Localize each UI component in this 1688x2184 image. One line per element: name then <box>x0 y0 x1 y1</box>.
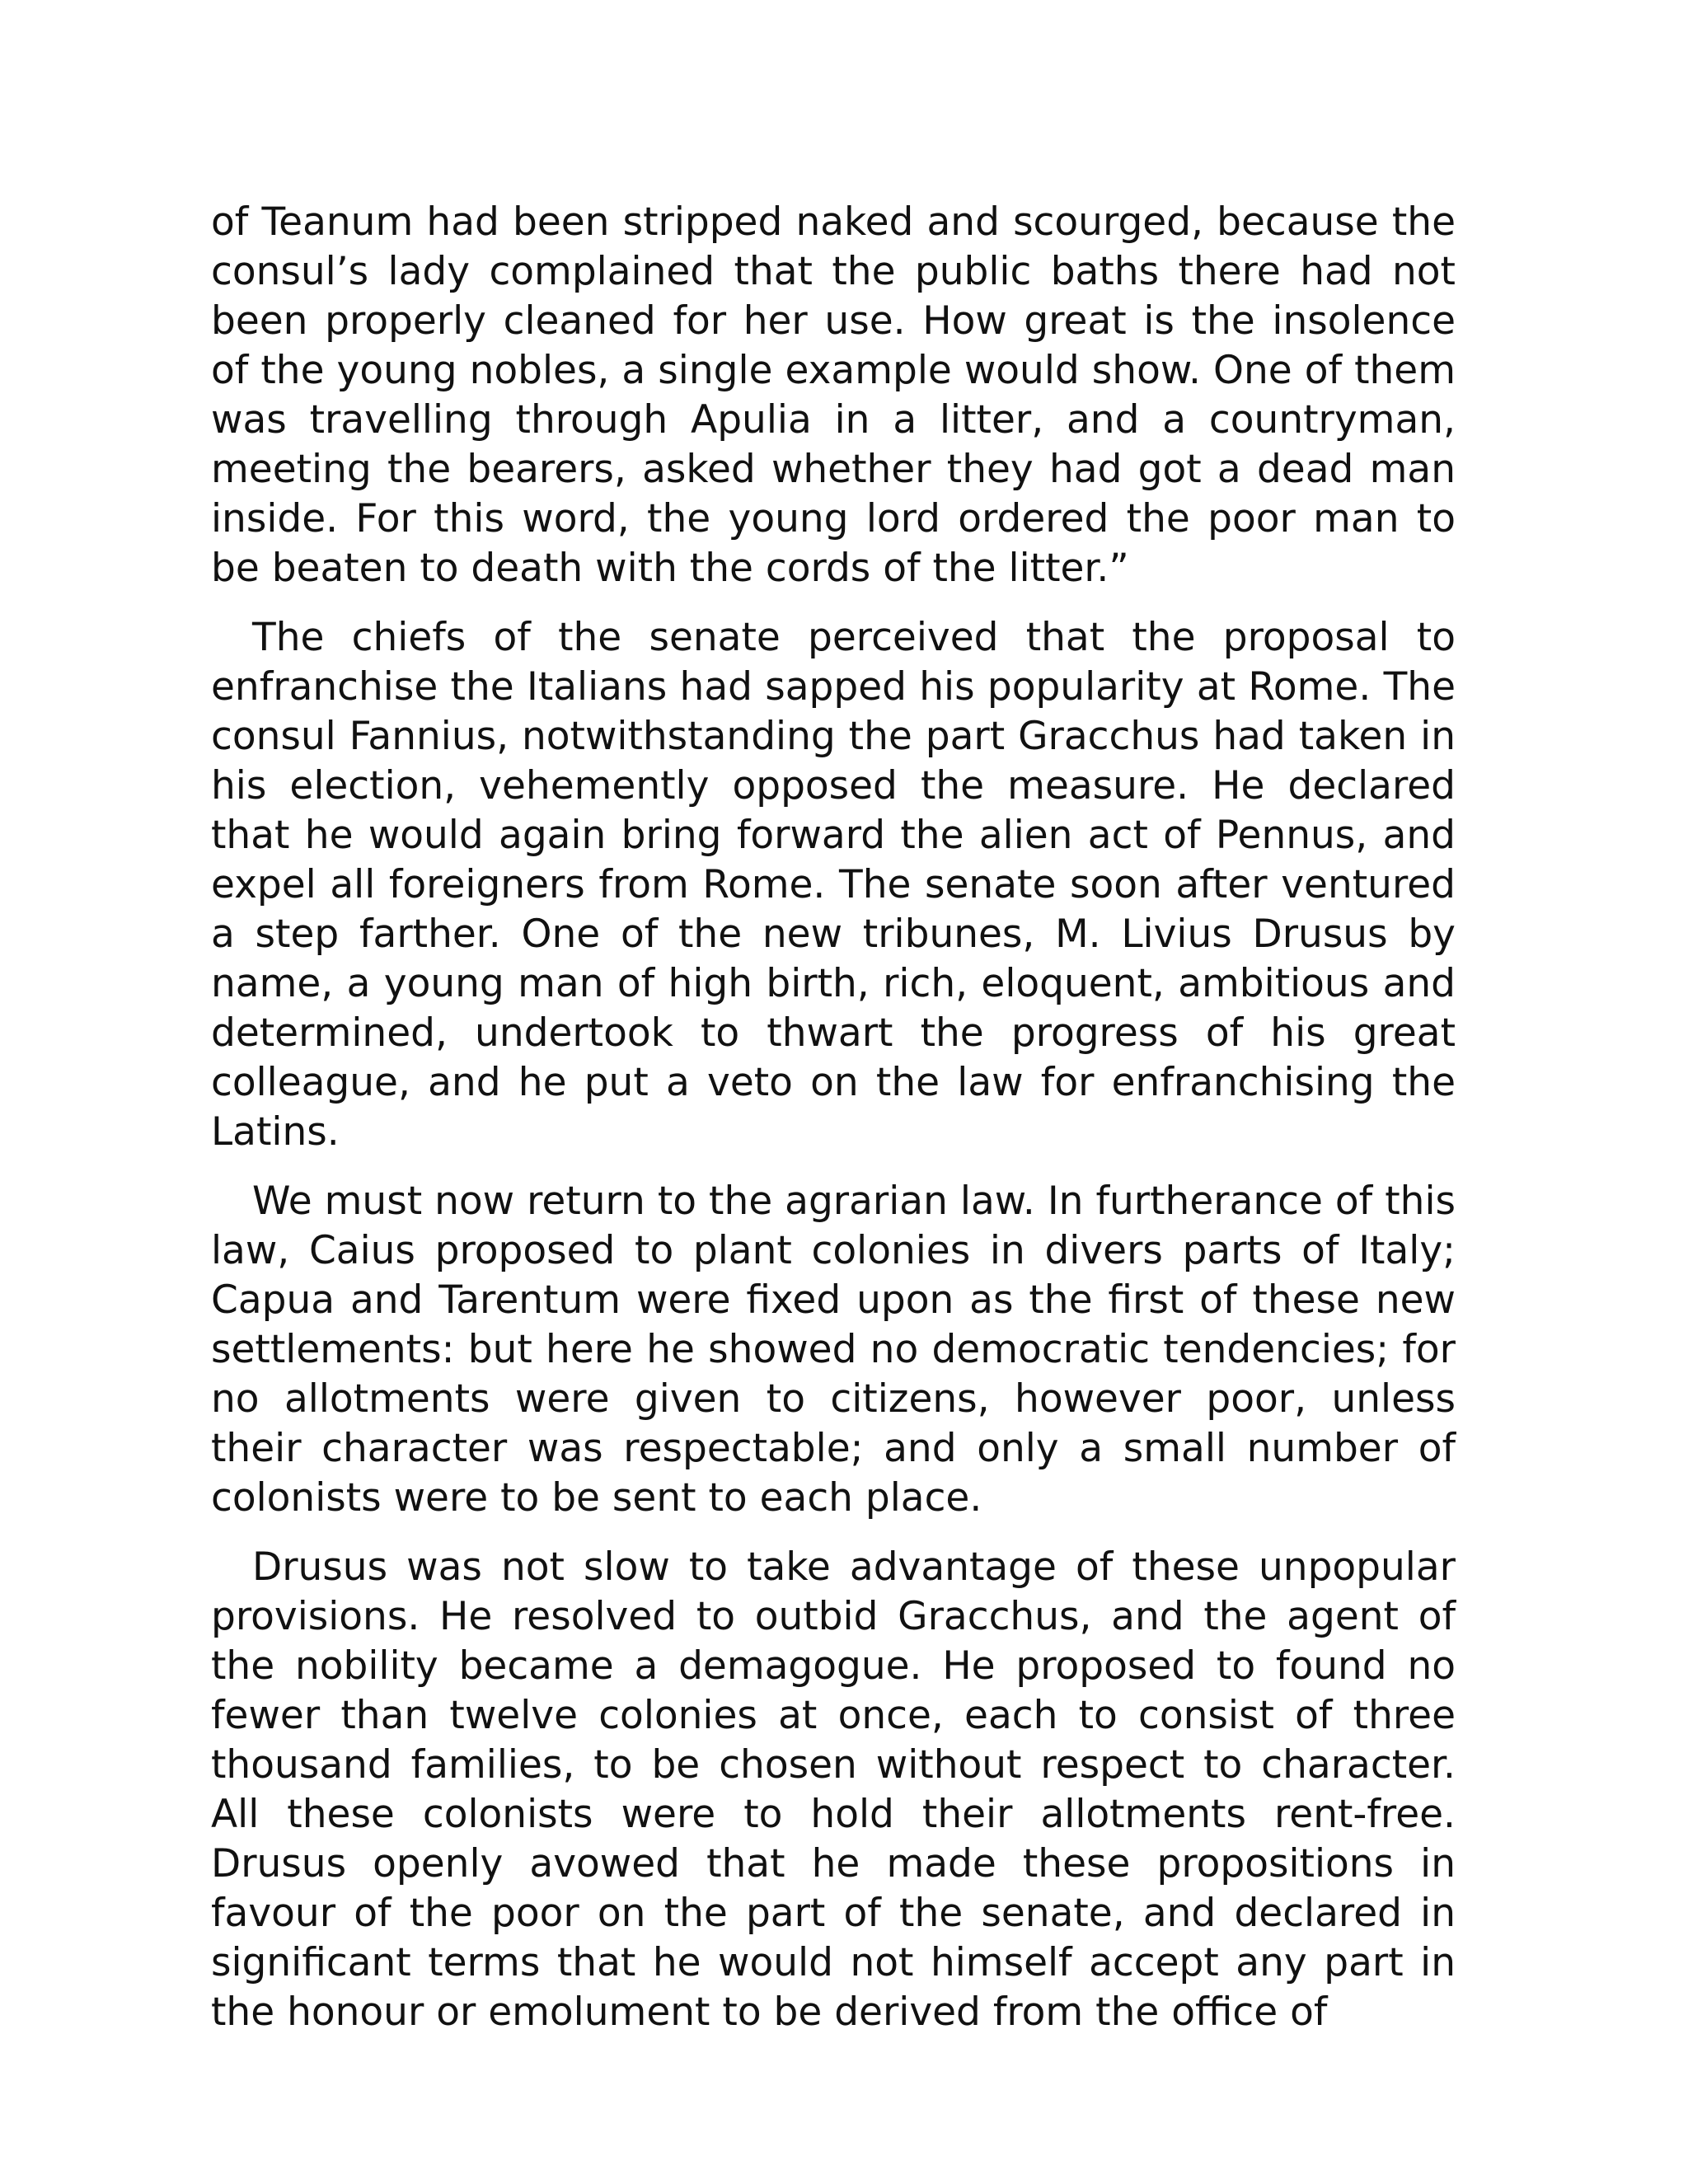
paragraph-3: We must now return to the agrarian law. In furtherance of this law, Caius proposed to plant colonies in divers parts of Italy; Capua and Tarentum were fixed upon as the first of these new settlements: but here he showed no democratic tendencies; for no allotments were given to citizens, however poor, unless their character was respectable; and only a small number of colonists were to be sent to each place. <box>211 1179 1456 1521</box>
body-text <box>211 198 1456 2057</box>
paragraph-4: Drusus was not slow to take advantage of these unpopular provisions. He resolved to outbid Gracchus, and the agent of the nobility became a demagogue. He proposed to found no fewer than twelve colonies at once, each to consist of three thousand families, to be chosen without respect to character. All these colonists were to hold their allotments rent-free. Drusus openly avowed that he made these propositions in favour of the poor on the part of the senate, and declared in significant terms that he would not himself accept any part in the honour or emolument to be derived from the office of <box>211 1544 1456 2035</box>
paragraph-1: of Teanum had been stripped naked and scourged, because the consul’s lady complained that the public baths there had not been properly cleaned for her use. How great is the insolence of the young nobles, a single example would show. One of them was travelling through Apulia in a litter, and a countryman, meeting the bearers, asked whether they had got a dead man inside. For this word, the young lord ordered the poor man to be beaten to death with the cords of the litter.” <box>211 199 1456 591</box>
paragraph-2: The chiefs of the senate perceived that the proposal to enfranchise the Italians had sapped his popularity at Rome. The consul Fannius, notwithstanding the part Gracchus had taken in his election, vehemently opposed the measure. He declared that he would again bring forward the alien act of Pennus, and expel all foreigners from Rome. The senate soon after ventured a step farther. One of the new tribunes, M. Livius Drusus by name, a young man of high birth, rich, eloquent, ambitious and determined, undertook to thwart the progress of his great colleague, and he put a veto on the law for enfranchising the Latins. <box>211 615 1456 1155</box>
